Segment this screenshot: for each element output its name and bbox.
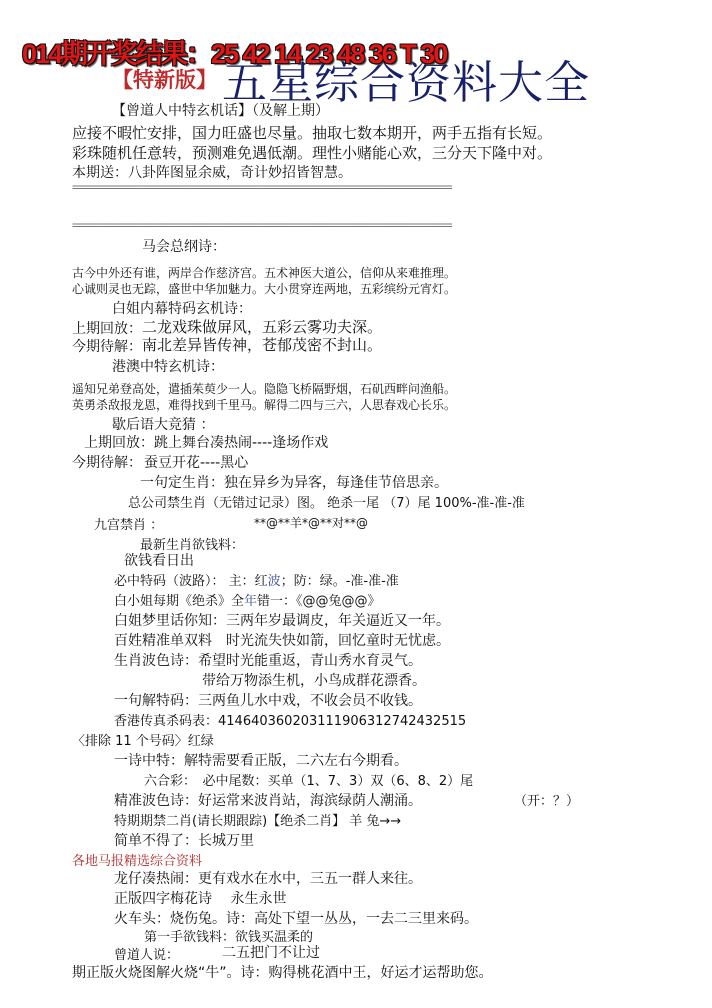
zuixin-heading: 最新生肖欲钱料： (140, 538, 245, 553)
xiehouyu-this-label: 今期待解： (72, 455, 142, 471)
shengxiao-bose-line: 生肖波色诗：希望时光能重返，青山秀水育灵气。 (114, 653, 422, 669)
gedi-heading: 各地马报精选综合资料 (72, 854, 203, 869)
yishi-line: 一诗中特：解特需要看正版，二六左右今期看。 (114, 753, 408, 769)
baixiaojie-rest: 错一：《@@兔@@》 (257, 594, 381, 609)
baijie-last-label: 上期回放： (72, 321, 142, 337)
kai-note: （开：？） (514, 794, 580, 809)
bizhong-main: 主：红 (228, 574, 268, 589)
yiju-jie-line: 一句解特码：三两鱼儿水中戏，不收会员不收钱。 (114, 693, 422, 709)
zuixin-value: 欲钱看日出 (124, 553, 194, 569)
zengdaoren-line: 应接不暇忙安排，国力旺盛也尽量。抽取七数本期开，两手五指有长短。 (72, 124, 553, 142)
huoshao-line: 期正版火烧图解火烧“牛”。诗：购得桃花酒中王，好运才运帮助您。 (72, 965, 493, 981)
baixiaojie-label: 白小姐每期《绝杀》全 (114, 594, 245, 609)
zengdaoren-heading: 【曾道人中特玄机话】（及解上期） (112, 103, 329, 119)
bizhong-line (114, 570, 399, 589)
baixiaojie-line (114, 590, 381, 609)
gangao-line: 遥知兄弟登高处，遣插茱萸少一人。隐隐飞桥隔野烟，石矶西畔问渔船。 (72, 382, 457, 396)
baijie-heading: 白姐内幕特码玄机诗： (112, 301, 252, 317)
xianggang-chuanzhen-line: 香港传真杀码表：41464036020311190631274243251​5 (114, 714, 467, 729)
longzai-line: 龙仔凑热闹：更有戏水在水中，三五一群人来往。 (114, 871, 422, 887)
edition-badge: 【特新版】 (112, 67, 217, 92)
zengdaoren-gift-line: 本期送：八卦阵图显余威，奇计妙招皆智慧。 (72, 165, 352, 181)
xiehouyu-last-text: 跳上舞台凑热闹----逢场作戏 (154, 435, 329, 451)
bizhong-rest: ；防：绿。-准-准-准 (280, 574, 399, 589)
jiugong-label: 九宫禁肖 ： (94, 518, 164, 533)
zengdao-label: 曾道人说： (114, 948, 180, 963)
jingzhun-bose-line: 精准波色诗：好运常来波肖站，海滨绿荫人潮涌。 (114, 793, 422, 809)
bizhong-label: 必中特码（波路）： (114, 574, 225, 589)
jiandan-line: 简单不得了：长城万里 (114, 833, 254, 849)
baijie-last-text: 二龙戏珠做屏风，五彩云雾功夫深。 (142, 318, 383, 336)
baixing-line: 百姓精准单双料 时光流失快如箭，回忆童时无忧虑。 (114, 633, 450, 649)
huoche-line: 火车头：烧伤兔。诗：高处下望一丛丛，一去二三里来码。 (114, 911, 478, 927)
zhengban-line: 正版四字梅花诗 永生永世 (114, 891, 287, 907)
baijie-meng-line: 白姐梦里话你知：三两年岁最调皮，年关逼近又一年。 (114, 613, 450, 629)
draw-result-banner: 014期开奖结果：25 42 14 23 48 36 T 30 (22, 39, 447, 69)
diyishou-line: 第一手欲钱料：欲钱买温柔的 (144, 930, 314, 945)
zengdaoren-line: 彩珠随机任意转，预测难免遇低潮。理性小赌能心欢，三分天下隆中对。 (72, 144, 553, 162)
separator: ================================================================ (72, 218, 452, 232)
teqi-line: 特期期禁二肖(请长期跟踪)【绝杀二肖】 羊 兔→→ (114, 814, 402, 829)
gangao-heading: 港澳中特玄机诗： (112, 359, 224, 375)
bizhong-wave: 波 (267, 574, 281, 589)
mahui-heading: 马会总纲诗： (142, 239, 226, 255)
xiehouyu-this-text: 蚕豆开花----黑心 (144, 455, 249, 471)
paichu-line: 〈排除 11 个号码〉红绿 (72, 734, 214, 749)
liuhecai-line: 六合彩： 必中尾数：买单（1、7、3）双（6、8、2）尾 (144, 774, 474, 789)
mahui-line: 心诚则灵也无踪，盛世中华加魅力。大小贯穿连两地，五彩缤纷元宵灯。 (72, 282, 457, 296)
zengdao-value: 二五把门不让过 (222, 945, 320, 961)
jiugong-value: **@**羊*@**对**@ (254, 516, 369, 530)
xiehouyu-last-label: 上期回放： (84, 435, 154, 451)
mahui-line: 古今中外还有谁，两岸合作慈济宫。五术神医大道公，信仰从来难推理。 (72, 266, 457, 280)
baijie-this-text: 南北差异皆传神，苍郁茂密不封山。 (142, 336, 383, 354)
gangao-line: 英勇杀敌报龙恩，难得找到千里马。解得二四与三六，人思春戏心长乐。 (72, 398, 457, 412)
yiju-dingshengxiao: 一句定生肖：独在异乡为异客，每逢佳节倍思亲。 (140, 475, 448, 491)
xiehouyu-heading: 歇后语大竞猜 ： (112, 417, 215, 433)
page-title: 五星综合资料大全 (222, 56, 591, 109)
zonggongsi-line: 总公司禁生肖（无错过记录）图。 绝杀一尾 （7）尾 100%-准-准-准 (128, 496, 525, 511)
separator: ================================================================ (72, 180, 452, 194)
shengxiao-bose-line: 带给万物添生机，小鸟成群花漂香。 (202, 673, 426, 689)
baixiaojie-year: 年 (244, 594, 258, 609)
baijie-this-label: 今期待解： (72, 339, 142, 355)
